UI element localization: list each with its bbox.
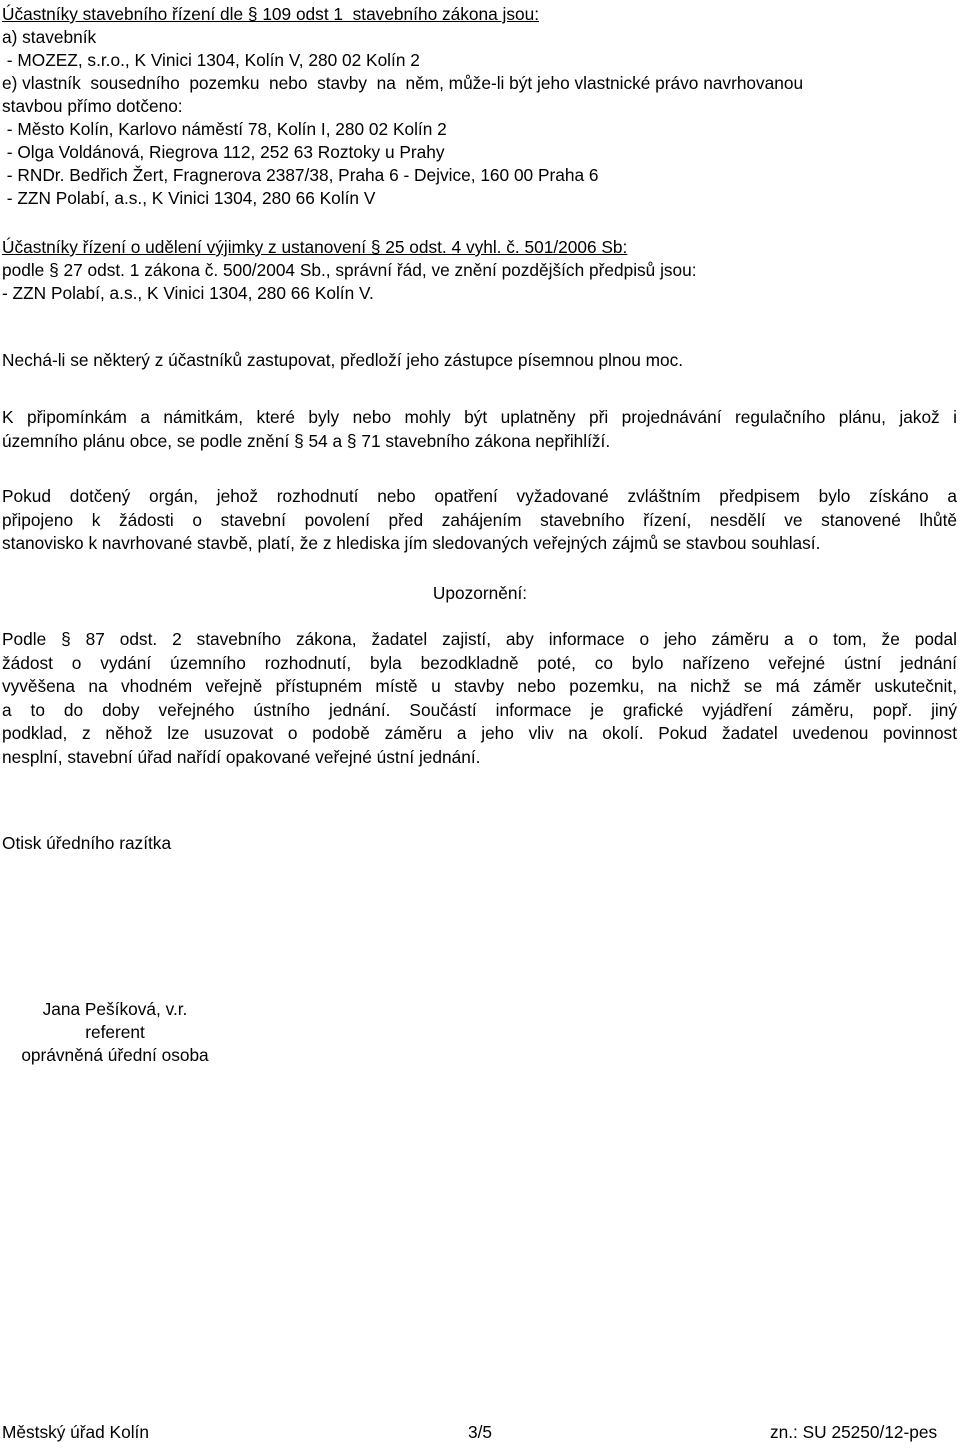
paragraph-line: stanovisko k navrhované stavbě, platí, že z hlediska jím sledovaných veřejných zájmů se stavbou souhlasí. — [2, 533, 821, 553]
participants-building-heading: Účastníky stavebního řízení dle § 109 odst 1 stavebního zákona jsou: — [2, 4, 540, 24]
paragraph-line: nesplní, stavební úřad nařídí opakované veřejné ústní jednání. — [2, 746, 481, 767]
participant-line: - MOZEZ, s.r.o., K Vinici 1304, Kolín V, 280 02 Kolín 2 — [2, 50, 420, 70]
participant-line: - Město Kolín, Karlovo náměstí 78, Kolín I, 280 02 Kolín 2 — [2, 119, 447, 139]
notice-paragraph — [2, 628, 957, 769]
authority-paragraph — [2, 485, 957, 556]
paragraph-line: vyvěšena na vhodném veřejně přístupném místě u stavby nebo pozemku, na nichž se má záměr uskutečnit, — [2, 676, 957, 696]
participant-line: podle § 27 odst. 1 zákona č. 500/2004 Sb., správní řád, ve znění pozdějších předpisů jsou: — [2, 260, 697, 280]
paragraph-line: Pokud dotčený orgán, jehož rozhodnutí nebo opatření vyžadované zvláštním předpisem bylo získáno a — [2, 486, 957, 506]
participant-line: stavbou přímo dotčeno: — [2, 96, 183, 116]
participant-line: a) stavebník — [2, 27, 97, 47]
footer-reference: zn.: SU 25250/12-pes — [770, 1422, 938, 1442]
footer-page-number: 3/5 — [468, 1422, 493, 1442]
paragraph-line: K připomínkám a námitkám, které byly nebo mohly být uplatněny při projednávání regulačního plánu, jakož i — [2, 407, 957, 427]
participant-line: - Olga Voldánová, Riegrova 112, 252 63 Roztoky u Prahy — [2, 142, 445, 162]
footer-office: Městský úřad Kolín — [2, 1422, 149, 1442]
paragraph-line: připojeno k žádosti o stavební povolení před zahájením stavebního řízení, nesdělí ve stanovené lhůtě — [2, 509, 957, 530]
paragraph-line: územního plánu obce, se podle znění § 54 a § 71 stavebního zákona nepřihlíží. — [2, 430, 611, 451]
paragraph-line: podklad, z něhož lze usuzovat o podobě záměru a jeho vliv na okolí. Pokud žadatel uvedenou povinnost — [2, 723, 957, 743]
participants-exemption-heading: Účastníky řízení o udělení výjimky z ustanovení § 25 odst. 4 vyhl. č. 501/2006 Sb: — [2, 237, 628, 257]
stamp-label: Otisk úředního razítka — [2, 833, 172, 853]
notice-title: Upozornění: — [432, 583, 528, 603]
signature-role: referent — [85, 1022, 145, 1042]
signature-name: Jana Pešíková, v.r. — [42, 999, 188, 1019]
paragraph-line: žádost o vydání územního rozhodnutí, byla bezodkladně poté, co bylo nařízeno veřejné ústní jednání — [2, 652, 957, 673]
paragraph-line: Podle § 87 odst. 2 stavebního zákona, žadatel zajistí, aby informace o jeho záměru a o tom, že podal — [2, 629, 957, 649]
representation-note: Nechá-li se některý z účastníků zastupovat, předloží jeho zástupce písemnou plnou moc. — [2, 350, 684, 370]
participant-line: e) vlastník sousedního pozemku nebo stavby na něm, může-li být jeho vlastnické právo navrhovanou — [2, 73, 804, 93]
participant-line: - ZZN Polabí, a.s., K Vinici 1304, 280 66 Kolín V — [2, 188, 376, 208]
participant-line: - ZZN Polabí, a.s., K Vinici 1304, 280 66 Kolín V. — [2, 283, 374, 303]
signature-authority: oprávněná úřední osoba — [21, 1045, 209, 1065]
participant-line: - RNDr. Bedřich Žert, Fragnerova 2387/38, Praha 6 - Dejvice, 160 00 Praha 6 — [2, 165, 599, 185]
paragraph-line: a to do doby veřejného ústního jednání. Součástí informace je grafické vyjádření záměru, popř. jiný — [2, 699, 957, 720]
comments-paragraph — [2, 406, 957, 453]
